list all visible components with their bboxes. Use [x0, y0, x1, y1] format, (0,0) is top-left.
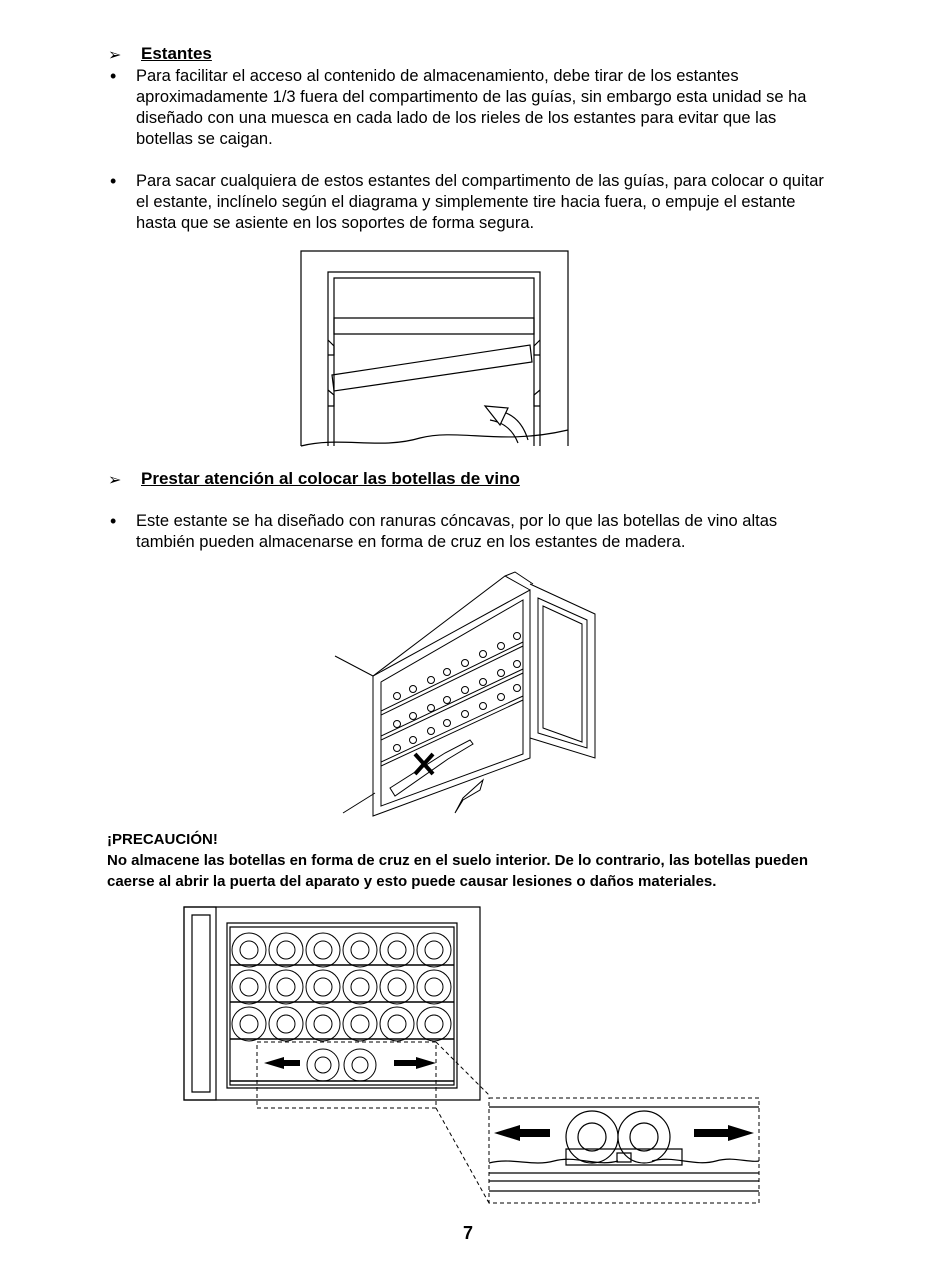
page-number: 7 [463, 1223, 474, 1243]
section-heading-shelves: Estantes [141, 44, 212, 63]
bottle-placement-paragraph: Este estante se ha diseñado con ranuras cóncavas, por lo que las botellas de vino altas también pueden almacenarse en forma de cruz en los estantes de madera. [136, 512, 778, 551]
cabinet-front-view-diagram [182, 905, 762, 1205]
caution-text: No almacene las botellas en forma de cruz en el suelo interior. De lo contrario, las botellas pueden caerse al abrir la puerta del aparato y esto puede causar lesiones o daños materiales. [107, 852, 809, 890]
bullet-marker: • [110, 511, 117, 531]
shelf-removal-diagram [300, 250, 570, 450]
bullet-marker: • [110, 66, 117, 86]
wine-cabinet-perspective-diagram [335, 568, 595, 820]
shelves-paragraph-2: Para sacar cualquiera de estos estantes del compartimento de las guías, para colocar o quitar el estante, inclínelo según el diagrama y simplemente tire hacia fuera, o empuje el estante hasta que se asiente en los soportes de forma segura. [136, 172, 824, 232]
bullet-marker: • [110, 171, 117, 191]
shelves-paragraph-1: Para facilitar el acceso al contenido de almacenamiento, debe tirar de los estantes aproximadamente 1/3 fuera del compartimento de las guías, sin embargo esta unidad se ha diseñado con una muesca en cada lado de los rieles de los estantes para evitar que las botellas se caigan. [136, 67, 807, 148]
caution-title: ¡PRECAUCIÓN! [107, 831, 218, 848]
section-heading-bottle-placement: Prestar atención al colocar las botellas de vino [141, 469, 520, 488]
section-marker: ➢ [108, 47, 122, 64]
section-marker: ➢ [108, 472, 122, 489]
